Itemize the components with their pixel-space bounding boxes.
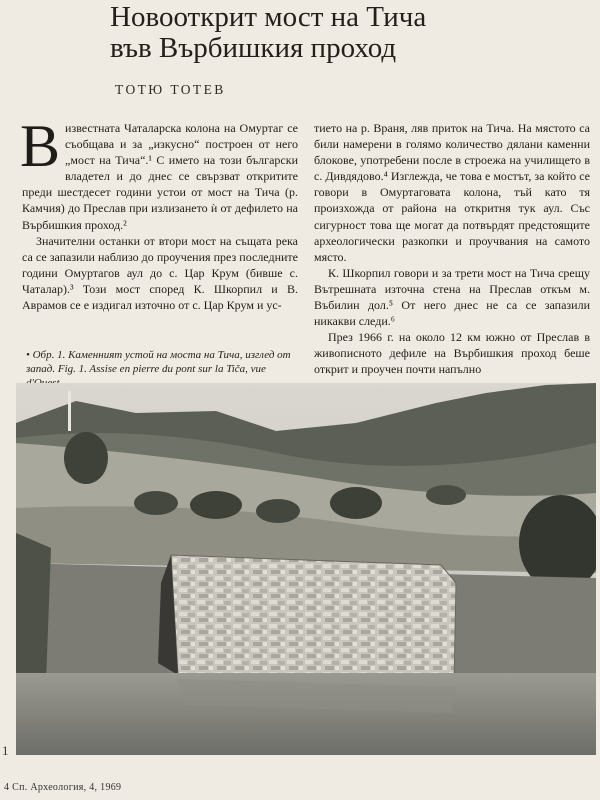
- figure-caption: • Обр. 1. Каменният устой на моста на Тича, изглед от запад. Fig. 1. Assise en pierre du pont sur la Tiča, vue: [26, 349, 291, 375]
- article-title: [110, 2, 590, 64]
- photo-illustration: [16, 383, 596, 755]
- right-column: [314, 120, 590, 378]
- author-name: ТОТЮ ТОТЕВ: [115, 82, 226, 97]
- bush: [330, 487, 382, 519]
- paragraph: тието на р. Враня, ляв приток на Тича. На мястото са били намерени в голямо количество дялани каменни блокове, употребени после в строежа на училището в с. Дивдядово.⁴ Изглежда, че това е мостът, за който се говори в Омуртаговата колона, тъй като тя произхожда от района на откритня тук аул. Със сигурност това ще могат да потвърдят предстоящите археологически разкопки и проучвания на самото място.: [314, 121, 590, 264]
- title-line-1: Новооткрит мост на Тича: [110, 1, 427, 33]
- drop-cap: В: [20, 113, 61, 179]
- paragraph: Значителни останки от втори мост на същата река са се запазили наблизо до проучения през последните години Омуртагов аул до с. Цар Крум (бивше с. Чаталар).³ Този мост според К. Шкорпил и В. Аврамов се е издигал източно от с. Цар Крум и ус-: [22, 233, 298, 313]
- bank-left: [16, 533, 51, 683]
- paragraph: През 1966 г. на около 12 км южно от Преслав в живописното дефиле на Върбишкия проход беше открит и проучен почти напълно: [314, 330, 590, 377]
- figure-number: 1: [2, 743, 9, 758]
- left-column: [20, 113, 298, 313]
- bush: [426, 485, 466, 505]
- bush: [256, 499, 300, 523]
- pole: [68, 391, 71, 431]
- paragraph: К. Шкорпил говори и за трети мост на Тича срещу Вътрешната източна стена на Преслав откъм м. Въбилин дол.⁵ От него днес не са се запазили никакви следи.⁶: [314, 265, 590, 329]
- paragraph: [20, 113, 298, 233]
- bush: [134, 491, 178, 515]
- title-line-2: във Върбишкия проход: [110, 32, 397, 64]
- stone-pier: [171, 555, 456, 683]
- bush: [190, 491, 242, 519]
- tree: [64, 432, 108, 484]
- bridge-photo: [16, 383, 596, 755]
- paragraph-text: известната Чаталарска колона на Омуртаг се съобщава и за „изкусно“ построен от него „мост на Тича“.¹ С името на този български владетел и до днес се свързват откритите преди шестдесет години устои от мост на Тича (р. Камчия) до Преслав при излизането ѝ от дефилето на Върбишкия проход.²: [22, 121, 298, 232]
- page-footer: 4 Сп. Археология, 4, 1969: [4, 782, 122, 793]
